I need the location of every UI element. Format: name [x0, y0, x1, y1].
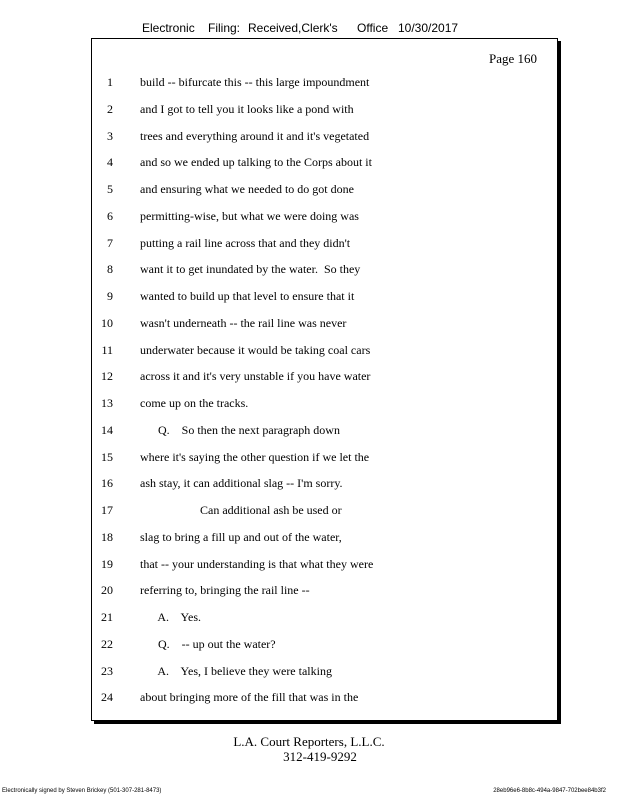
transcript-line [92, 690, 557, 708]
line-text: underwater because it would be taking coal cars [140, 342, 371, 357]
transcript-line [92, 369, 557, 387]
line-number: 15 [101, 449, 113, 464]
line-text: slag to bring a fill up and out of the water, [140, 529, 342, 544]
line-number: 18 [101, 529, 113, 544]
line-text: want it to get inundated by the water. So they [140, 262, 361, 277]
transcript-line [92, 236, 557, 254]
transcript-line [92, 75, 557, 93]
transcript-line [92, 343, 557, 361]
line-text: trees and everything around it and it's vegetated [140, 128, 370, 143]
transcript-line [92, 557, 557, 575]
line-number: 7 [107, 235, 113, 250]
line-text: Can additional ash be used or [140, 503, 342, 517]
line-number: 20 [101, 583, 113, 598]
header-received: Received,Clerk's [248, 21, 338, 35]
line-number: 23 [101, 663, 113, 678]
line-number: 5 [107, 182, 113, 196]
transcript-line [92, 262, 557, 280]
transcript-line [92, 637, 557, 655]
header-office: Office [357, 21, 389, 35]
filing-header [0, 21, 618, 37]
page-number: Page 160 [488, 51, 537, 66]
header-electronic: Electronic [142, 21, 195, 35]
line-number: 19 [101, 556, 113, 571]
transcript-line [92, 664, 557, 682]
footer-phone: 312-419-9292 [283, 749, 357, 764]
footer-company: L.A. Court Reporters, L.L.C. [233, 734, 385, 749]
line-number: 22 [101, 636, 113, 651]
line-text: across it and it's very unstable if you have water [140, 369, 371, 384]
line-number: 2 [107, 101, 113, 116]
line-number: 24 [101, 690, 113, 705]
transcript-line [92, 610, 557, 628]
line-text: and ensuring what we needed to do got done [140, 182, 354, 196]
signature-left: Electronically signed by Steven Brickey (501-307-281-8473) [2, 788, 162, 794]
line-number: 6 [107, 208, 113, 223]
line-text: Q. -- up out the water? [140, 636, 276, 651]
line-text: and I got to tell you it looks like a pond with [140, 101, 354, 116]
line-text: wasn't underneath -- the rail line was never [140, 315, 347, 330]
line-text: come up on the tracks. [140, 396, 249, 410]
transcript-line [92, 155, 557, 173]
line-text: Q. So then the next paragraph down [140, 422, 340, 437]
transcript-line [92, 530, 557, 548]
line-text: where it's saying the other question if we let the [140, 449, 370, 464]
line-text: wanted to build up that level to ensure that it [140, 289, 355, 303]
line-text: that -- your understanding is that what they were [140, 556, 374, 571]
line-text: and so we ended up talking to the Corps about it [140, 155, 372, 170]
line-number: 10 [101, 315, 113, 330]
line-number: 4 [107, 155, 113, 170]
line-text: A. Yes, I believe they were talking [140, 663, 332, 678]
signature-right: 28eb96e6-8b8c-494a-9847-702bee84b3f2 [493, 788, 606, 794]
transcript-line [92, 289, 557, 307]
transcript-line [92, 209, 557, 227]
line-text: ash stay, it can additional slag -- I'm sorry. [140, 476, 343, 491]
line-number: 16 [101, 476, 113, 491]
transcript-page [91, 38, 558, 721]
line-text: A. Yes. [140, 610, 202, 624]
line-number: 13 [101, 396, 113, 410]
line-number: 8 [107, 262, 113, 277]
line-number: 9 [107, 289, 113, 303]
header-filing: Filing: [208, 21, 241, 35]
transcript-line [92, 476, 557, 494]
line-number: 14 [101, 422, 113, 437]
transcript-line [92, 423, 557, 441]
transcript-line [92, 102, 557, 120]
line-number: 21 [101, 610, 113, 624]
transcript-line [92, 450, 557, 468]
transcript-line [92, 129, 557, 147]
header-date: 10/30/2017 [398, 21, 459, 35]
line-text: putting a rail line across that and they didn't [140, 235, 351, 250]
line-number: 11 [101, 342, 113, 357]
line-number: 17 [101, 503, 113, 517]
line-text: about bringing more of the fill that was in the [140, 690, 359, 705]
transcript-line [92, 396, 557, 414]
line-text: referring to, bringing the rail line -- [140, 583, 310, 598]
transcript-line [92, 182, 557, 200]
line-text: permitting-wise, but what we were doing was [140, 208, 359, 223]
transcript-line [92, 316, 557, 334]
transcript-line [92, 503, 557, 521]
line-text: build -- bifurcate this -- this large impoundment [140, 75, 370, 89]
transcript-line [92, 583, 557, 601]
line-number: 1 [107, 75, 113, 89]
line-number: 3 [107, 128, 113, 143]
line-number: 12 [101, 369, 113, 384]
